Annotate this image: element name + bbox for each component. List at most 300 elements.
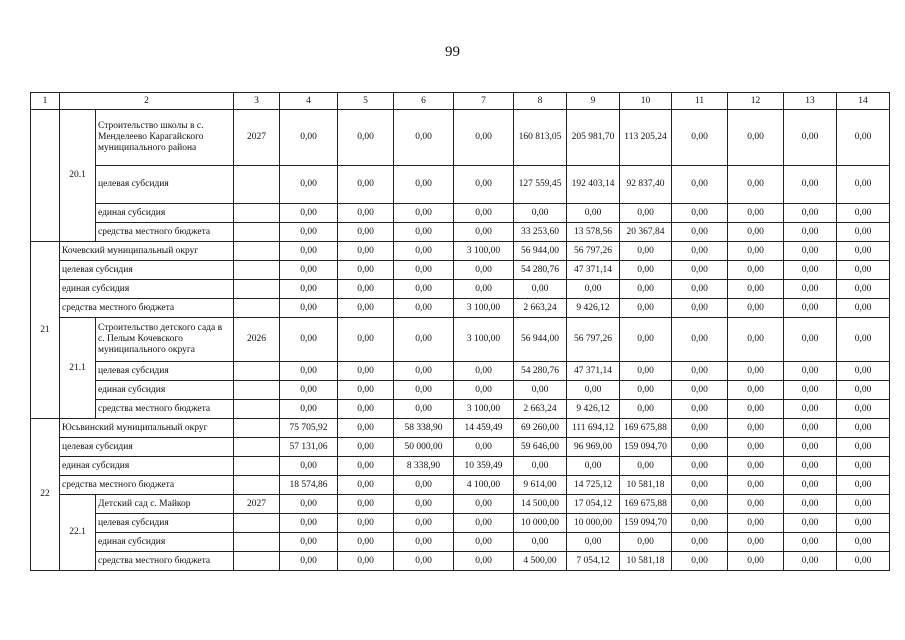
value-cell: 0,00 bbox=[837, 242, 890, 261]
row-label-cell: целевая субсидия bbox=[96, 362, 234, 381]
value-cell: 14 725,12 bbox=[567, 476, 620, 495]
value-cell: 10 581,18 bbox=[620, 552, 672, 571]
row-label-cell: Юсьвинский муниципальный округ bbox=[60, 419, 234, 438]
value-cell: 54 280,76 bbox=[514, 362, 567, 381]
value-cell: 0,00 bbox=[672, 495, 728, 514]
value-cell: 0,00 bbox=[280, 242, 338, 261]
value-cell: 0,00 bbox=[672, 438, 728, 457]
value-cell: 0,00 bbox=[394, 552, 454, 571]
value-cell: 0,00 bbox=[728, 552, 784, 571]
year-cell: 2027 bbox=[234, 495, 280, 514]
value-cell: 0,00 bbox=[280, 318, 338, 362]
value-cell: 0,00 bbox=[338, 533, 394, 552]
value-cell: 0,00 bbox=[728, 299, 784, 318]
value-cell: 13 578,56 bbox=[567, 223, 620, 242]
value-cell: 0,00 bbox=[728, 438, 784, 457]
row-label-cell: единая субсидия bbox=[60, 457, 234, 476]
value-cell: 0,00 bbox=[514, 204, 567, 223]
year-cell bbox=[234, 299, 280, 318]
row-label-cell: Детский сад с. Майкор bbox=[96, 495, 234, 514]
row-label-cell: средства местного бюджета bbox=[60, 476, 234, 495]
value-cell: 0,00 bbox=[620, 242, 672, 261]
value-cell: 160 813,05 bbox=[514, 110, 567, 166]
value-cell: 0,00 bbox=[338, 318, 394, 362]
value-cell: 0,00 bbox=[837, 381, 890, 400]
year-cell bbox=[234, 242, 280, 261]
value-cell: 0,00 bbox=[837, 514, 890, 533]
value-cell: 0,00 bbox=[672, 514, 728, 533]
value-cell: 56 944,00 bbox=[514, 318, 567, 362]
value-cell: 0,00 bbox=[394, 514, 454, 533]
row-label-cell: единая субсидия bbox=[60, 280, 234, 299]
table-row bbox=[31, 299, 890, 318]
table-row bbox=[31, 419, 890, 438]
value-cell: 0,00 bbox=[837, 166, 890, 204]
value-cell: 3 100,00 bbox=[454, 299, 514, 318]
subgroup-number-cell: 22.1 bbox=[60, 495, 96, 571]
value-cell: 0,00 bbox=[837, 223, 890, 242]
value-cell: 0,00 bbox=[784, 476, 837, 495]
year-cell bbox=[234, 261, 280, 280]
value-cell: 0,00 bbox=[837, 476, 890, 495]
value-cell: 0,00 bbox=[454, 533, 514, 552]
value-cell: 0,00 bbox=[784, 381, 837, 400]
value-cell: 0,00 bbox=[672, 299, 728, 318]
table-row bbox=[31, 223, 890, 242]
row-label-cell: Кочевский муниципальный округ bbox=[60, 242, 234, 261]
year-cell bbox=[234, 514, 280, 533]
year-cell bbox=[234, 166, 280, 204]
table-row bbox=[31, 438, 890, 457]
value-cell: 0,00 bbox=[784, 400, 837, 419]
value-cell: 0,00 bbox=[454, 514, 514, 533]
value-cell: 0,00 bbox=[837, 552, 890, 571]
value-cell: 0,00 bbox=[454, 204, 514, 223]
value-cell: 0,00 bbox=[837, 280, 890, 299]
value-cell: 0,00 bbox=[728, 166, 784, 204]
value-cell: 96 969,00 bbox=[567, 438, 620, 457]
value-cell: 0,00 bbox=[338, 476, 394, 495]
budget-table bbox=[30, 92, 890, 571]
row-label-cell: целевая субсидия bbox=[96, 166, 234, 204]
value-cell: 0,00 bbox=[837, 457, 890, 476]
header-cell: 1 bbox=[31, 93, 60, 110]
table-row bbox=[31, 280, 890, 299]
year-cell bbox=[234, 362, 280, 381]
value-cell: 0,00 bbox=[728, 110, 784, 166]
table-row bbox=[31, 261, 890, 280]
value-cell: 0,00 bbox=[728, 476, 784, 495]
value-cell: 0,00 bbox=[394, 280, 454, 299]
group-number-cell bbox=[31, 110, 60, 242]
table-row bbox=[31, 110, 890, 166]
value-cell: 0,00 bbox=[784, 318, 837, 362]
value-cell: 75 705,92 bbox=[280, 419, 338, 438]
value-cell: 0,00 bbox=[728, 457, 784, 476]
value-cell: 0,00 bbox=[338, 514, 394, 533]
value-cell: 0,00 bbox=[784, 204, 837, 223]
header-cell: 12 bbox=[728, 93, 784, 110]
value-cell: 205 981,70 bbox=[567, 110, 620, 166]
row-label-cell: средства местного бюджета bbox=[96, 223, 234, 242]
value-cell: 0,00 bbox=[394, 362, 454, 381]
header-cell: 10 bbox=[620, 93, 672, 110]
value-cell: 0,00 bbox=[728, 419, 784, 438]
value-cell: 0,00 bbox=[672, 457, 728, 476]
value-cell: 10 359,49 bbox=[454, 457, 514, 476]
value-cell: 0,00 bbox=[394, 299, 454, 318]
value-cell: 111 694,12 bbox=[567, 419, 620, 438]
year-cell bbox=[234, 457, 280, 476]
value-cell: 192 403,14 bbox=[567, 166, 620, 204]
value-cell: 14 500,00 bbox=[514, 495, 567, 514]
subgroup-number-cell: 21.1 bbox=[60, 318, 96, 419]
value-cell: 0,00 bbox=[837, 495, 890, 514]
value-cell: 0,00 bbox=[620, 362, 672, 381]
value-cell: 0,00 bbox=[338, 166, 394, 204]
value-cell: 113 205,24 bbox=[620, 110, 672, 166]
value-cell: 0,00 bbox=[728, 381, 784, 400]
row-label-cell: средства местного бюджета bbox=[96, 400, 234, 419]
value-cell: 0,00 bbox=[514, 533, 567, 552]
value-cell: 0,00 bbox=[672, 419, 728, 438]
value-cell: 0,00 bbox=[672, 533, 728, 552]
value-cell: 0,00 bbox=[338, 419, 394, 438]
value-cell: 3 100,00 bbox=[454, 242, 514, 261]
value-cell: 0,00 bbox=[454, 166, 514, 204]
value-cell: 0,00 bbox=[620, 299, 672, 318]
row-label-cell: единая субсидия bbox=[96, 533, 234, 552]
header-cell: 5 bbox=[338, 93, 394, 110]
value-cell: 69 260,00 bbox=[514, 419, 567, 438]
value-cell: 0,00 bbox=[567, 381, 620, 400]
page-number: 99 bbox=[445, 44, 460, 60]
value-cell: 20 367,84 bbox=[620, 223, 672, 242]
value-cell: 0,00 bbox=[454, 261, 514, 280]
value-cell: 169 675,88 bbox=[620, 419, 672, 438]
value-cell: 10 000,00 bbox=[567, 514, 620, 533]
table-row bbox=[31, 552, 890, 571]
value-cell: 0,00 bbox=[620, 318, 672, 362]
value-cell: 0,00 bbox=[338, 223, 394, 242]
value-cell: 0,00 bbox=[280, 280, 338, 299]
value-cell: 0,00 bbox=[514, 381, 567, 400]
year-cell bbox=[234, 223, 280, 242]
value-cell: 0,00 bbox=[837, 299, 890, 318]
value-cell: 0,00 bbox=[728, 514, 784, 533]
value-cell: 0,00 bbox=[784, 242, 837, 261]
value-cell: 2 663,24 bbox=[514, 400, 567, 419]
value-cell: 159 094,70 bbox=[620, 514, 672, 533]
value-cell: 0,00 bbox=[728, 318, 784, 362]
value-cell: 0,00 bbox=[454, 495, 514, 514]
value-cell: 56 944,00 bbox=[514, 242, 567, 261]
value-cell: 0,00 bbox=[784, 533, 837, 552]
header-cell: 3 bbox=[234, 93, 280, 110]
header-cell: 6 bbox=[394, 93, 454, 110]
value-cell: 14 459,49 bbox=[454, 419, 514, 438]
table-row bbox=[31, 318, 890, 362]
value-cell: 0,00 bbox=[394, 204, 454, 223]
value-cell: 0,00 bbox=[280, 166, 338, 204]
value-cell: 0,00 bbox=[394, 381, 454, 400]
value-cell: 58 338,90 bbox=[394, 419, 454, 438]
value-cell: 50 000,00 bbox=[394, 438, 454, 457]
value-cell: 0,00 bbox=[338, 362, 394, 381]
value-cell: 0,00 bbox=[280, 204, 338, 223]
value-cell: 127 559,45 bbox=[514, 166, 567, 204]
value-cell: 0,00 bbox=[728, 362, 784, 381]
value-cell: 0,00 bbox=[728, 204, 784, 223]
value-cell: 92 837,40 bbox=[620, 166, 672, 204]
value-cell: 0,00 bbox=[837, 533, 890, 552]
year-cell bbox=[234, 419, 280, 438]
value-cell: 47 371,14 bbox=[567, 261, 620, 280]
table-row bbox=[31, 242, 890, 261]
value-cell: 0,00 bbox=[454, 110, 514, 166]
table-row bbox=[31, 400, 890, 419]
value-cell: 0,00 bbox=[672, 381, 728, 400]
value-cell: 56 797,26 bbox=[567, 242, 620, 261]
row-label-cell: средства местного бюджета bbox=[60, 299, 234, 318]
value-cell: 0,00 bbox=[567, 533, 620, 552]
value-cell: 0,00 bbox=[837, 261, 890, 280]
header-cell: 7 bbox=[454, 93, 514, 110]
value-cell: 0,00 bbox=[784, 299, 837, 318]
value-cell: 17 054,12 bbox=[567, 495, 620, 514]
value-cell: 54 280,76 bbox=[514, 261, 567, 280]
value-cell: 0,00 bbox=[784, 223, 837, 242]
value-cell: 47 371,14 bbox=[567, 362, 620, 381]
row-label-cell: Строительство школы в с. Менделеево Карагайского муниципального района bbox=[96, 110, 234, 166]
value-cell: 0,00 bbox=[338, 280, 394, 299]
value-cell: 0,00 bbox=[338, 110, 394, 166]
year-cell bbox=[234, 533, 280, 552]
value-cell: 0,00 bbox=[728, 495, 784, 514]
row-label-cell: единая субсидия bbox=[96, 381, 234, 400]
row-label-cell: единая субсидия bbox=[96, 204, 234, 223]
value-cell: 0,00 bbox=[338, 552, 394, 571]
value-cell: 10 000,00 bbox=[514, 514, 567, 533]
value-cell: 0,00 bbox=[280, 110, 338, 166]
value-cell: 169 675,88 bbox=[620, 495, 672, 514]
value-cell: 0,00 bbox=[454, 438, 514, 457]
value-cell: 2 663,24 bbox=[514, 299, 567, 318]
value-cell: 0,00 bbox=[728, 280, 784, 299]
value-cell: 0,00 bbox=[784, 166, 837, 204]
table-row bbox=[31, 362, 890, 381]
value-cell: 9 426,12 bbox=[567, 400, 620, 419]
value-cell: 0,00 bbox=[672, 400, 728, 419]
value-cell: 0,00 bbox=[394, 242, 454, 261]
header-cell: 4 bbox=[280, 93, 338, 110]
value-cell: 0,00 bbox=[728, 223, 784, 242]
value-cell: 0,00 bbox=[280, 362, 338, 381]
value-cell: 33 253,60 bbox=[514, 223, 567, 242]
value-cell: 9 614,00 bbox=[514, 476, 567, 495]
year-cell bbox=[234, 476, 280, 495]
value-cell: 0,00 bbox=[514, 280, 567, 299]
value-cell: 0,00 bbox=[454, 362, 514, 381]
value-cell: 0,00 bbox=[620, 533, 672, 552]
value-cell: 0,00 bbox=[338, 381, 394, 400]
value-cell: 4 500,00 bbox=[514, 552, 567, 571]
header-cell: 2 bbox=[60, 93, 234, 110]
header-cell: 11 bbox=[672, 93, 728, 110]
value-cell: 8 338,90 bbox=[394, 457, 454, 476]
value-cell: 0,00 bbox=[837, 419, 890, 438]
value-cell: 0,00 bbox=[784, 362, 837, 381]
value-cell: 0,00 bbox=[394, 495, 454, 514]
table-row bbox=[31, 457, 890, 476]
value-cell: 0,00 bbox=[837, 318, 890, 362]
value-cell: 0,00 bbox=[394, 400, 454, 419]
value-cell: 0,00 bbox=[784, 495, 837, 514]
value-cell: 159 094,70 bbox=[620, 438, 672, 457]
table-row bbox=[31, 533, 890, 552]
value-cell: 0,00 bbox=[394, 166, 454, 204]
group-number-cell: 21 bbox=[31, 242, 60, 419]
year-cell bbox=[234, 438, 280, 457]
value-cell: 0,00 bbox=[280, 223, 338, 242]
value-cell: 0,00 bbox=[338, 204, 394, 223]
value-cell: 0,00 bbox=[784, 438, 837, 457]
value-cell: 0,00 bbox=[672, 318, 728, 362]
value-cell: 0,00 bbox=[837, 110, 890, 166]
table-row bbox=[31, 514, 890, 533]
value-cell: 0,00 bbox=[280, 261, 338, 280]
value-cell: 0,00 bbox=[784, 110, 837, 166]
value-cell: 0,00 bbox=[280, 552, 338, 571]
value-cell: 0,00 bbox=[672, 110, 728, 166]
value-cell: 0,00 bbox=[784, 261, 837, 280]
value-cell: 0,00 bbox=[620, 457, 672, 476]
value-cell: 4 100,00 bbox=[454, 476, 514, 495]
value-cell: 0,00 bbox=[837, 438, 890, 457]
header-cell: 14 bbox=[837, 93, 890, 110]
value-cell: 10 581,18 bbox=[620, 476, 672, 495]
header-cell: 8 bbox=[514, 93, 567, 110]
value-cell: 0,00 bbox=[672, 362, 728, 381]
value-cell: 18 574,86 bbox=[280, 476, 338, 495]
header-cell: 9 bbox=[567, 93, 620, 110]
row-label-cell: целевая субсидия bbox=[60, 261, 234, 280]
year-cell bbox=[234, 552, 280, 571]
value-cell: 0,00 bbox=[394, 318, 454, 362]
value-cell: 0,00 bbox=[394, 476, 454, 495]
year-cell bbox=[234, 400, 280, 419]
header-cell: 13 bbox=[784, 93, 837, 110]
value-cell: 0,00 bbox=[728, 242, 784, 261]
value-cell: 0,00 bbox=[784, 280, 837, 299]
value-cell: 7 054,12 bbox=[567, 552, 620, 571]
value-cell: 0,00 bbox=[338, 495, 394, 514]
value-cell: 0,00 bbox=[280, 457, 338, 476]
value-cell: 0,00 bbox=[280, 400, 338, 419]
value-cell: 0,00 bbox=[837, 204, 890, 223]
value-cell: 0,00 bbox=[784, 457, 837, 476]
value-cell: 0,00 bbox=[454, 552, 514, 571]
value-cell: 0,00 bbox=[728, 533, 784, 552]
table-row bbox=[31, 166, 890, 204]
value-cell: 0,00 bbox=[567, 280, 620, 299]
value-cell: 0,00 bbox=[620, 204, 672, 223]
value-cell: 0,00 bbox=[837, 362, 890, 381]
value-cell: 0,00 bbox=[672, 261, 728, 280]
value-cell: 57 131,06 bbox=[280, 438, 338, 457]
value-cell: 0,00 bbox=[672, 552, 728, 571]
value-cell: 0,00 bbox=[394, 533, 454, 552]
row-label-cell: средства местного бюджета bbox=[96, 552, 234, 571]
value-cell: 0,00 bbox=[454, 280, 514, 299]
row-label-cell: целевая субсидия bbox=[96, 514, 234, 533]
value-cell: 0,00 bbox=[672, 280, 728, 299]
table-row bbox=[31, 381, 890, 400]
table-row bbox=[31, 204, 890, 223]
year-cell bbox=[234, 204, 280, 223]
header-row bbox=[31, 93, 890, 110]
value-cell: 59 646,00 bbox=[514, 438, 567, 457]
value-cell: 3 100,00 bbox=[454, 318, 514, 362]
value-cell: 0,00 bbox=[672, 476, 728, 495]
value-cell: 0,00 bbox=[567, 457, 620, 476]
row-label-cell: Строительство детского сада в с. Пелым Кочевского муниципального округа bbox=[96, 318, 234, 362]
value-cell: 0,00 bbox=[454, 223, 514, 242]
value-cell: 0,00 bbox=[620, 280, 672, 299]
value-cell: 0,00 bbox=[728, 400, 784, 419]
value-cell: 0,00 bbox=[784, 552, 837, 571]
value-cell: 56 797,26 bbox=[567, 318, 620, 362]
value-cell: 0,00 bbox=[728, 261, 784, 280]
value-cell: 0,00 bbox=[338, 400, 394, 419]
value-cell: 0,00 bbox=[338, 261, 394, 280]
value-cell: 0,00 bbox=[280, 381, 338, 400]
value-cell: 0,00 bbox=[672, 204, 728, 223]
value-cell: 0,00 bbox=[454, 381, 514, 400]
value-cell: 3 100,00 bbox=[454, 400, 514, 419]
value-cell: 0,00 bbox=[338, 457, 394, 476]
year-cell bbox=[234, 381, 280, 400]
value-cell: 0,00 bbox=[620, 261, 672, 280]
value-cell: 0,00 bbox=[394, 110, 454, 166]
value-cell: 0,00 bbox=[338, 299, 394, 318]
table-row bbox=[31, 476, 890, 495]
value-cell: 0,00 bbox=[620, 381, 672, 400]
value-cell: 0,00 bbox=[837, 400, 890, 419]
year-cell: 2027 bbox=[234, 110, 280, 166]
value-cell: 0,00 bbox=[280, 299, 338, 318]
value-cell: 0,00 bbox=[620, 400, 672, 419]
group-number-cell: 22 bbox=[31, 419, 60, 571]
value-cell: 0,00 bbox=[338, 438, 394, 457]
value-cell: 0,00 bbox=[338, 242, 394, 261]
value-cell: 0,00 bbox=[514, 457, 567, 476]
value-cell: 0,00 bbox=[784, 514, 837, 533]
value-cell: 0,00 bbox=[672, 242, 728, 261]
value-cell: 0,00 bbox=[394, 261, 454, 280]
subgroup-number-cell: 20.1 bbox=[60, 110, 96, 242]
year-cell bbox=[234, 280, 280, 299]
value-cell: 0,00 bbox=[280, 514, 338, 533]
value-cell: 0,00 bbox=[784, 419, 837, 438]
row-label-cell: целевая субсидия bbox=[60, 438, 234, 457]
value-cell: 0,00 bbox=[394, 223, 454, 242]
value-cell: 0,00 bbox=[672, 166, 728, 204]
value-cell: 0,00 bbox=[567, 204, 620, 223]
table-row bbox=[31, 495, 890, 514]
year-cell: 2026 bbox=[234, 318, 280, 362]
value-cell: 9 426,12 bbox=[567, 299, 620, 318]
